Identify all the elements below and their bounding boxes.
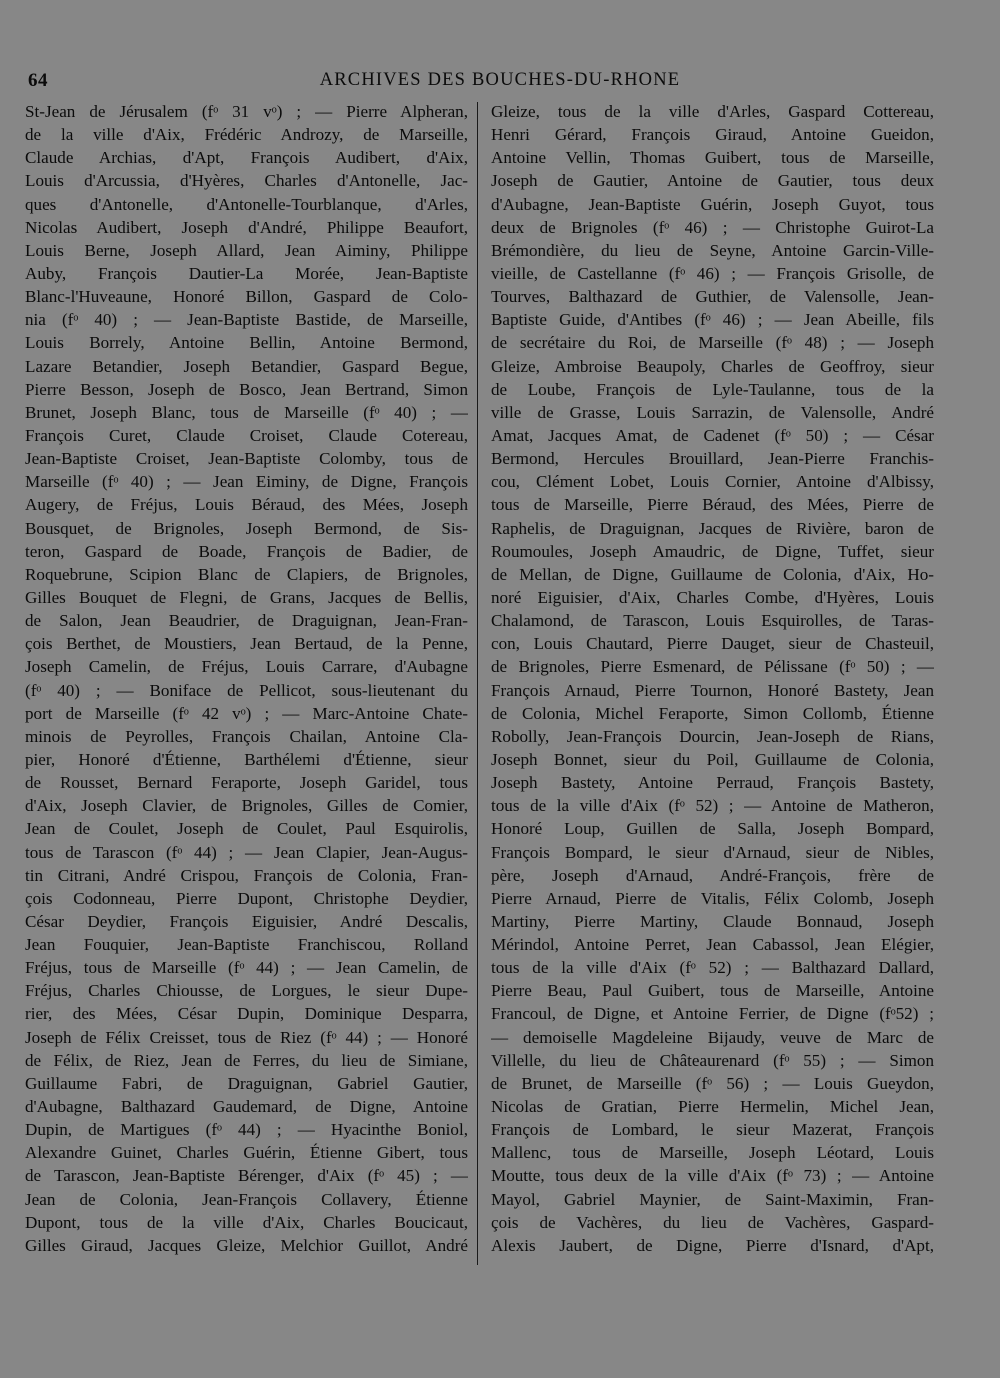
text-line: de Félix, de Riez, Jean de Ferres, du lieu de Simiane, — [25, 1050, 468, 1070]
text-line: pier, Honoré d'Étienne, Barthélemi d'Étienne, sieur — [25, 749, 468, 769]
text-line: teron, Gaspard de Boade, François de Badier, de — [25, 541, 468, 561]
text-line: cou, Clément Lobet, Louis Cornier, Antoine d'Albissy, — [491, 472, 934, 492]
text-line: Baptiste Guide, d'Antibes (fᵒ 46) ; — Jean Abeille, fils — [491, 310, 934, 330]
text-line: Dupin, de Martigues (fᵒ 44) ; — Hyacinthe Boniol, — [25, 1120, 468, 1140]
text-line: Brémondière, du lieu de Seyne, Antoine Garcin-Ville- — [491, 240, 934, 260]
text-line: de Tarascon, Jean-Baptiste Bérenger, d'Aix (fᵒ 45) ; — — [25, 1166, 468, 1186]
text-line: deux de Brignoles (fᵒ 46) ; — Christophe Guirot-La — [491, 217, 934, 237]
text-line: d'Aubagne, Balthazard Gaudemard, de Digne, Antoine — [25, 1097, 468, 1117]
text-line: Guillaume Fabri, de Draguignan, Gabriel Gautier, — [25, 1073, 468, 1093]
text-line: Amat, Jacques Amat, de Cadenet (fᵒ 50) ; — César — [491, 425, 934, 445]
text-line: Gilles Bouquet de Flegni, de Grans, Jacques de Bellis, — [25, 587, 468, 607]
text-line: Jean de Coulet, Joseph de Coulet, Paul Esquirolis, — [25, 819, 468, 839]
text-line: Gilles Giraud, Jacques Gleize, Melchior Guillot, André — [25, 1235, 468, 1255]
text-line: çois Berthet, de Moustiers, Jean Bertaud, de la Penne, — [25, 634, 468, 654]
text-line: Joseph Camelin, de Fréjus, Louis Carrare, d'Aubagne — [25, 657, 468, 677]
text-line: Jean de Colonia, Jean-François Collavery, Étienne — [25, 1189, 468, 1209]
text-line: Gleize, tous de la ville d'Arles, Gaspard Cottereau, — [491, 102, 934, 121]
text-line: père, Joseph d'Arnaud, André-François, frère de — [491, 865, 934, 885]
text-line: de Salon, Jean Beaudrier, de Draguignan, Jean-Fran- — [25, 611, 468, 631]
text-line: nia (fᵒ 40) ; — Jean-Baptiste Bastide, de Marseille, — [25, 310, 468, 330]
text-line: Mérindol, Antoine Perret, Jean Cabassol, Jean Elégier, — [491, 935, 934, 955]
text-line: Joseph de Félix Creisset, tous de Riez (fᵒ 44) ; — Honoré — [25, 1027, 468, 1047]
text-line: François Bompard, le sieur d'Arnaud, sieur de Nibles, — [491, 842, 934, 862]
text-line: Honoré Loup, Guillen de Salla, Joseph Bompard, — [491, 819, 934, 839]
text-line: Pierre Beau, Paul Guibert, tous de Marseille, Antoine — [491, 981, 934, 1001]
text-line: François de Lombard, le sieur Mazerat, François — [491, 1120, 934, 1140]
column-divider — [477, 102, 478, 1265]
text-line: Nicolas Audibert, Joseph d'André, Philippe Beaufort, — [25, 217, 468, 237]
text-line: minois de Peyrolles, François Chailan, Antoine Cla- — [25, 726, 468, 746]
text-line: Raphelis, de Draguignan, Jacques de Rivière, baron de — [491, 518, 934, 538]
text-line: Moutte, tous deux de la ville d'Aix (fᵒ 73) ; — Antoine — [491, 1166, 934, 1186]
text-line: Joseph Bastety, Antoine Perraud, François Bastety, — [491, 773, 934, 793]
text-line: Fréjus, tous de Marseille (fᵒ 44) ; — Jean Camelin, de — [25, 958, 468, 978]
running-head: ARCHIVES DES BOUCHES-DU-RHONE — [319, 70, 681, 90]
left-column — [25, 100, 468, 1257]
text-line: Louis d'Arcussia, d'Hyères, Charles d'Antonelle, Jac- — [25, 171, 468, 191]
text-line: de secrétaire du Roi, de Marseille (fᵒ 48) ; — Joseph — [491, 333, 934, 353]
text-line: de Brignoles, Pierre Esmenard, de Pélissane (fᵒ 50) ; — — [491, 657, 934, 677]
text-line: Mallenc, tous de Marseille, Joseph Léotard, Louis — [491, 1143, 934, 1163]
text-line: Alexandre Guinet, Charles Guérin, Étienne Gibert, tous — [25, 1143, 468, 1163]
text-line: Lazare Betandier, Joseph Betandier, Gaspard Begue, — [25, 356, 468, 376]
text-line: tous de la ville d'Aix (fᵒ 52) ; — Antoine de Matheron, — [491, 796, 934, 816]
text-line: Blanc-l'Huveaune, Honoré Billon, Gaspard de Colo- — [25, 287, 468, 307]
text-line: Roquebrune, Scipion Blanc de Clapiers, de Brignoles, — [25, 564, 468, 584]
text-line: d'Aix, Joseph Clavier, de Brignoles, Gilles de Comier, — [25, 796, 468, 816]
text-line: St-Jean de Jérusalem (fᵒ 31 vᵒ) ; — Pierre Alpheran, — [25, 102, 468, 121]
text-line: Augery, de Fréjus, Louis Béraud, des Mées, Joseph — [25, 495, 468, 515]
text-line: ville de Grasse, Louis Sarrazin, de Valensolle, André — [491, 402, 934, 422]
text-line: Joseph de Gautier, Antoine de Gautier, tous deux — [491, 171, 934, 191]
text-line: Bousquet, de Brignoles, Joseph Bermond, de Sis- — [25, 518, 468, 538]
text-line: rier, des Mées, César Dupin, Dominique Desparra, — [25, 1004, 468, 1024]
text-line: Nicolas de Gratian, Pierre Hermelin, Michel Jean, — [491, 1097, 934, 1117]
text-line: Pierre Besson, Joseph de Bosco, Jean Bertrand, Simon — [25, 379, 468, 399]
text-line: tin Citrani, André Crispou, François de Colonia, Fran- — [25, 865, 468, 885]
text-line: Brunet, Joseph Blanc, tous de Marseille (fᵒ 40) ; — — [25, 402, 468, 422]
text-line: Chalamond, de Tarascon, Louis Esquirolles, de Taras- — [491, 611, 934, 631]
text-line: çois de Vachères, du lieu de Vachères, Gaspard- — [491, 1212, 934, 1232]
text-line: vieille, de Castellanne (fᵒ 46) ; — François Grisolle, de — [491, 263, 934, 283]
text-line: tous de la ville d'Aix (fᵒ 52) ; — Balthazard Dallard, — [491, 958, 934, 978]
text-line: de la ville d'Aix, Frédéric Androzy, de Marseille, — [25, 125, 468, 145]
text-line: Robolly, Jean-François Dourcin, Jean-Joseph de Rians, — [491, 726, 934, 746]
text-line: Gleize, Ambroise Beaupoly, Charles de Geoffroy, sieur — [491, 356, 934, 376]
text-line: Claude Archias, d'Apt, François Audibert, d'Aix, — [25, 148, 468, 168]
text-line: (fᵒ 40) ; — Boniface de Pellicot, sous-lieutenant du — [25, 680, 468, 700]
text-line: de Loube, François de Lyle-Taulanne, tous de la — [491, 379, 934, 399]
text-line: Joseph Bonnet, sieur du Poil, Guillaume de Colonia, — [491, 749, 934, 769]
page-number: 64 — [28, 70, 48, 91]
text-line: Jean Fouquier, Jean-Baptiste Franchiscou, Rolland — [25, 935, 468, 955]
text-line: François Arnaud, Pierre Tournon, Honoré Bastety, Jean — [491, 680, 934, 700]
text-line: de Brunet, de Marseille (fᵒ 56) ; — Louis Gueydon, — [491, 1073, 934, 1093]
text-line: — demoiselle Magdeleine Bijaudy, veuve de Marc de — [491, 1027, 934, 1047]
text-line: çois Codonneau, Pierre Dupont, Christophe Deydier, — [25, 888, 468, 908]
text-line: Roumoules, Joseph Amaudric, de Digne, Tuffet, sieur — [491, 541, 934, 561]
text-line: noré Eiguisier, d'Aix, Charles Combe, d'Hyères, Louis — [491, 587, 934, 607]
text-line: d'Aubagne, Jean-Baptiste Guérin, Joseph Guyot, tous — [491, 194, 934, 214]
text-line: Louis Borrely, Antoine Bellin, Antoine Bermond, — [25, 333, 468, 353]
text-line: Dupont, tous de la ville d'Aix, Charles Boucicaut, — [25, 1212, 468, 1232]
text-line: tous de Tarascon (fᵒ 44) ; — Jean Clapier, Jean-Augus- — [25, 842, 468, 862]
text-line: Mayol, Gabriel Maynier, de Saint-Maximin, Fran- — [491, 1189, 934, 1209]
text-line: de Mellan, de Digne, Guillaume de Colonia, d'Aix, Ho- — [491, 564, 934, 584]
text-line: ques d'Antonelle, d'Antonelle-Tourblanque, d'Arles, — [25, 194, 468, 214]
text-line: Pierre Arnaud, Pierre de Vitalis, Félix Colomb, Joseph — [491, 888, 934, 908]
text-line: Alexis Jaubert, de Digne, Pierre d'Isnard, d'Apt, — [491, 1235, 934, 1255]
text-line: Jean-Baptiste Croiset, Jean-Baptiste Colomby, tous de — [25, 449, 468, 469]
text-line: tous de Marseille, Pierre Béraud, des Mées, Pierre de — [491, 495, 934, 515]
text-line: Marseille (fᵒ 40) ; — Jean Eiminy, de Digne, François — [25, 472, 468, 492]
text-line: Louis Berne, Joseph Allard, Jean Aiminy, Philippe — [25, 240, 468, 260]
text-line: Martiny, Pierre Martiny, Claude Bonnaud, Joseph — [491, 911, 934, 931]
text-line: Antoine Vellin, Thomas Guibert, tous de Marseille, — [491, 148, 934, 168]
text-line: de Rousset, Bernard Feraporte, Joseph Garidel, tous — [25, 773, 468, 793]
text-line: César Deydier, François Eiguisier, André Descalis, — [25, 911, 468, 931]
text-line: Francoul, de Digne, et Antoine Ferrier, de Digne (fᵒ52) ; — [491, 1004, 934, 1024]
text-line: con, Louis Chautard, Pierre Dauget, sieur de Chasteuil, — [491, 634, 934, 654]
right-column — [491, 100, 934, 1257]
text-line: Henri Gérard, François Giraud, Antoine Gueidon, — [491, 125, 934, 145]
text-line: Bermond, Hercules Brouillard, Jean-Pierre Franchis- — [491, 449, 934, 469]
text-line: Fréjus, Charles Chiousse, de Lorgues, le sieur Dupe- — [25, 981, 468, 1001]
text-line: Villelle, du lieu de Châteaurenard (fᵒ 55) ; — Simon — [491, 1050, 934, 1070]
text-line: port de Marseille (fᵒ 42 vᵒ) ; — Marc-Antoine Chate- — [25, 703, 468, 723]
text-line: Tourves, Balthazard de Guthier, de Valensolle, Jean- — [491, 287, 934, 307]
text-line: François Curet, Claude Croiset, Claude Cotereau, — [25, 425, 468, 445]
text-line: Auby, François Dautier-La Morée, Jean-Baptiste — [25, 263, 468, 283]
text-line: de Colonia, Michel Feraporte, Simon Collomb, Étienne — [491, 703, 934, 723]
